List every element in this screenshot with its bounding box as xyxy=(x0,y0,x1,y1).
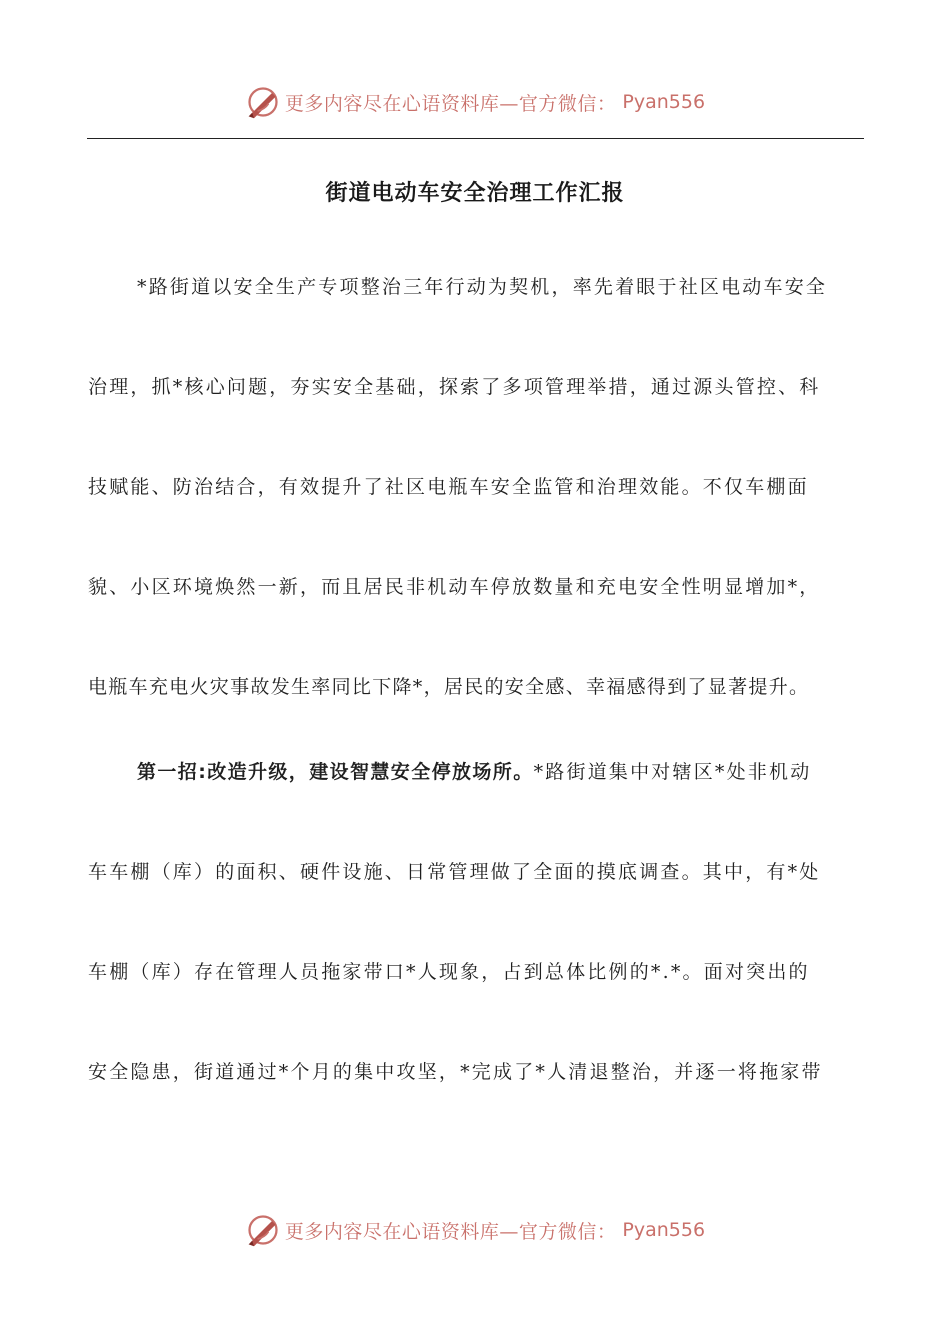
paragraph-line: 车棚（库）存在管理人员拖家带口*人现象，占到总体比例的*.*。面对突出的 xyxy=(88,961,810,983)
watermark-wechat-id: Pyan556 xyxy=(622,91,706,113)
section-heading: 第一招:改造升级，建设智慧安全停放场所。 xyxy=(137,761,534,783)
paragraph-line: 治理，抓*核心问题，夯实安全基础，探索了多项管理举措，通过源头管控、科 xyxy=(88,376,821,398)
watermark-text: 更多内容尽在心语资料库—官方微信： xyxy=(284,1220,617,1243)
pen-logo-icon xyxy=(245,84,281,120)
paragraph-line: 貌、小区环境焕然一新，而且居民非机动车停放数量和充电安全性明显增加*， xyxy=(88,576,821,598)
watermark-banner-bottom xyxy=(0,1210,950,1250)
pen-logo-icon xyxy=(245,1212,281,1248)
paragraph-line: 安全隐患，街道通过*个月的集中攻坚，*完成了*人清退整治，并逐一将拖家带 xyxy=(88,1061,823,1083)
section-first-line-rest: *路街道集中对辖区*处非机动 xyxy=(533,761,812,783)
paragraph-line: 技赋能、防治结合，有效提升了社区电瓶车安全监管和治理效能。不仅车棚面 xyxy=(88,476,809,498)
header-rule xyxy=(87,138,864,139)
watermark-wechat-id: Pyan556 xyxy=(622,1219,706,1241)
paragraph-line: 车车棚（库）的面积、硬件设施、日常管理做了全面的摸底调查。其中，有*处 xyxy=(88,861,821,883)
paragraph-line: *路街道以安全生产专项整治三年行动为契机，率先着眼于社区电动车安全 xyxy=(137,276,828,298)
watermark-text: 更多内容尽在心语资料库—官方微信： xyxy=(284,92,617,115)
section-first-line xyxy=(137,760,864,784)
watermark-banner-top xyxy=(0,82,950,122)
paragraph-line: 电瓶车充电火灾事故发生率同比下降*，居民的安全感、幸福感得到了显著提升。 xyxy=(88,676,810,698)
document-title: 街道电动车安全治理工作汇报 xyxy=(325,181,625,206)
